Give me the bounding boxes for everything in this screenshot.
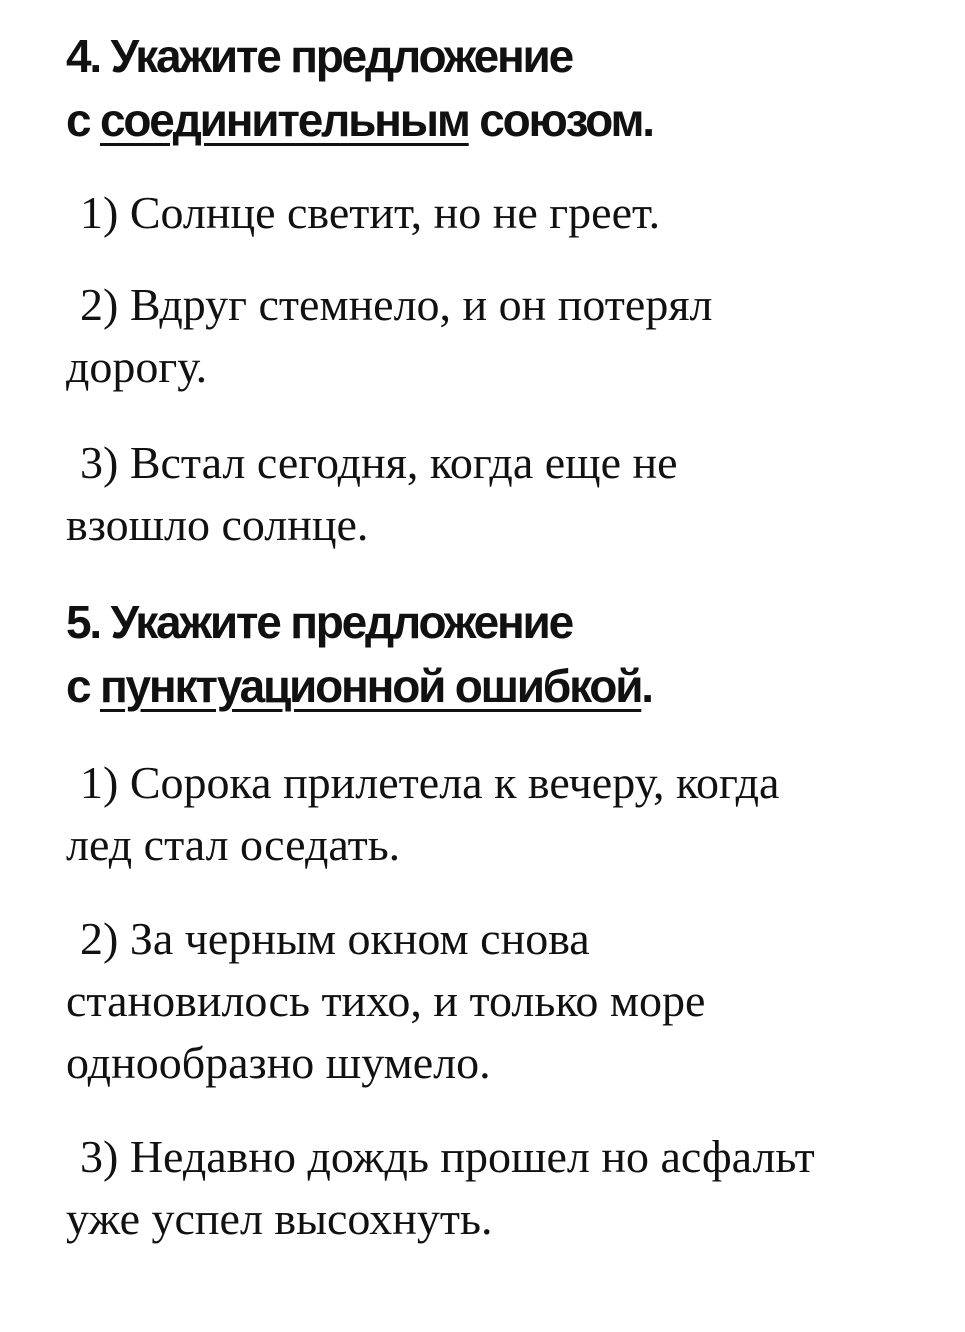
- question-5-option-2: [66, 908, 925, 1094]
- question-4-title-line1: 4. Укажите предложение: [66, 30, 573, 82]
- question-4-title-underlined: соединительным: [99, 94, 469, 146]
- question-5-title-underlined: пунктуационной ошибкой: [99, 660, 642, 712]
- question-5-title: [66, 590, 925, 718]
- question-5-title-prefix: с: [66, 660, 100, 712]
- question-5-title-line1: 5. Укажите предложение: [66, 596, 573, 648]
- option-text-line: уже успел высохнуть.: [66, 1193, 493, 1244]
- question-4-option-3: [66, 432, 925, 556]
- question-4-title-prefix: с: [66, 94, 100, 146]
- question-5-option-3: [66, 1126, 925, 1250]
- question-4-option-2: [66, 274, 925, 398]
- question-5-title-suffix: .: [641, 660, 652, 712]
- option-text-line: однообразно шумело.: [66, 1037, 491, 1088]
- option-text-line: дорогу.: [66, 341, 208, 392]
- option-text-line: 1) Сорока прилетела к вечеру, когда: [80, 757, 780, 808]
- question-5-option-1: [66, 752, 925, 876]
- option-text-line: 2) Вдруг стемнело, и он потерял: [80, 279, 713, 330]
- option-text-line: 3) Недавно дождь прошел но асфальт: [80, 1131, 815, 1182]
- option-text-line: 3) Встал сегодня, когда еще не: [80, 437, 678, 488]
- question-4-option-1: [66, 182, 925, 244]
- option-text-line: 2) За черным окном снова: [80, 913, 590, 964]
- option-text-line: 1) Солнце светит, но не греет.: [80, 187, 661, 238]
- question-4-title: [66, 24, 925, 152]
- option-text-line: взошло солнце.: [66, 499, 369, 550]
- question-4-title-suffix: союзом.: [468, 94, 653, 146]
- option-text-line: становилось тихо, и только море: [66, 975, 706, 1026]
- option-text-line: лед стал оседать.: [66, 819, 401, 870]
